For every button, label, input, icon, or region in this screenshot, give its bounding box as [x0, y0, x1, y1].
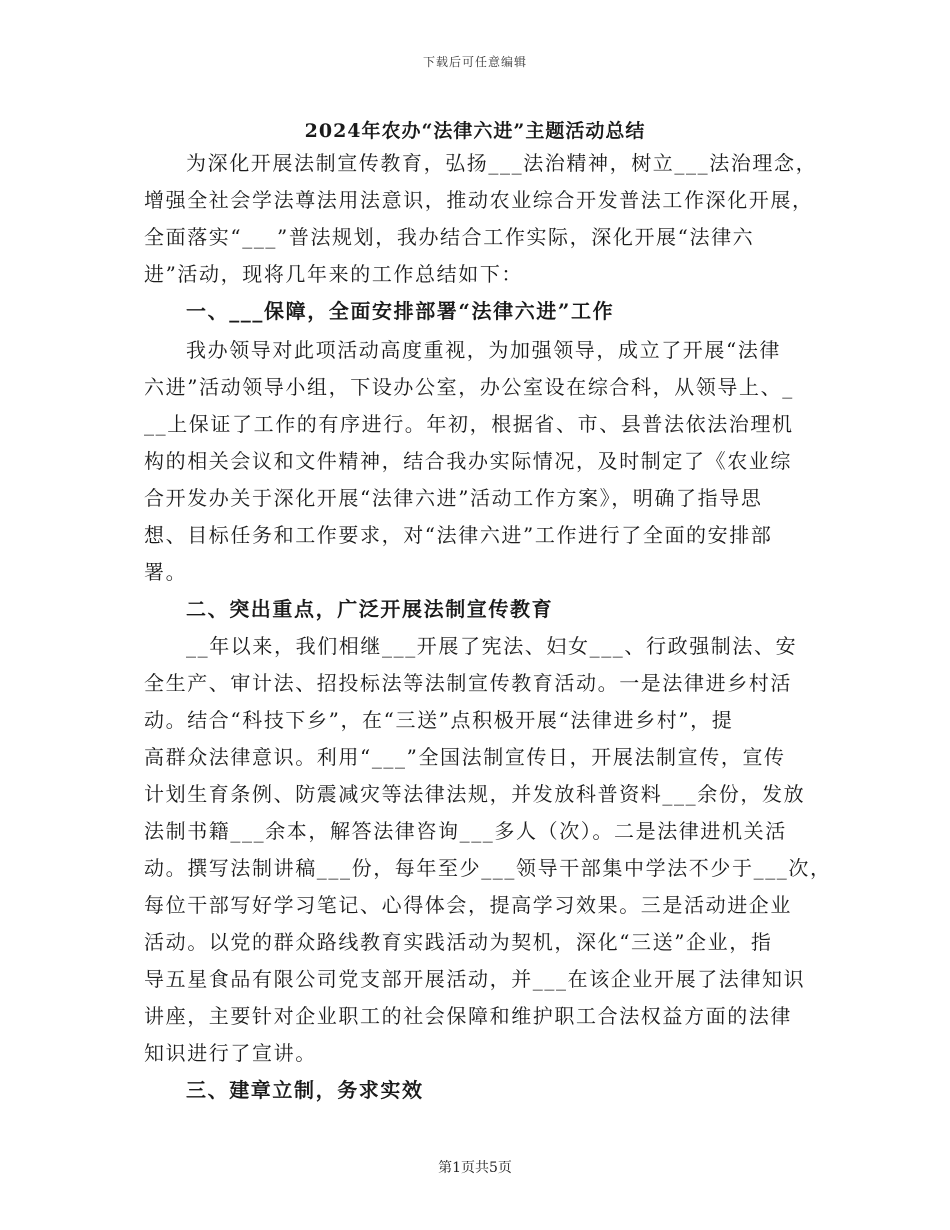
paragraph-line: 想、目标任务和工作要求，对“法律六进”工作进行了全面的安排部	[144, 523, 773, 547]
paragraph-line: 每位干部写好学习笔记、心得体会，提高学习效果。三是活动进企业	[144, 893, 792, 917]
paragraph-line: 进”活动，现将几年来的工作总结如下：	[144, 262, 524, 286]
page-header: 下载后可任意编辑	[422, 55, 527, 69]
document-title: 2024年农办“法律六进”主题活动总结	[304, 120, 646, 142]
paragraph-line: 我办领导对此项活动高度重视，为加强领导，成立了开展“法律	[186, 338, 782, 362]
paragraph-line: 计划生育条例、防震减灾等法律法规，并发放科普资料___余份，发放	[144, 782, 806, 806]
paragraph-line: __年以来，我们相继___开展了宪法、妇女___、行政强制法、安	[186, 634, 798, 658]
paragraph-line: 法制书籍___余本，解答法律咨询___多人（次）。二是法律进机关活	[144, 819, 787, 843]
paragraph-line: 为深化开展法制宣传教育，弘扬___法治精神，树立___法治理念，	[186, 151, 818, 175]
paragraph-line: 高群众法律意识。利用“___”全国法制宣传日，开展法制宣传，宣传	[144, 745, 786, 769]
paragraph-line: __上保证了工作的有序进行。年初，根据省、市、县普法依法治理机	[144, 412, 794, 436]
section-heading-3: 三、建章立制，务求实效	[186, 1078, 424, 1102]
paragraph-line: 全面落实“___”普法规划，我办结合工作实际，深化开展“法律六	[144, 225, 755, 249]
paragraph-line: 增强全社会学法尊法用法意识，推动农业综合开发普法工作深化开展，	[144, 188, 814, 212]
paragraph-line: 导五星食品有限公司党支部开展活动，并___在该企业开展了法律知识	[144, 967, 806, 991]
section-heading-1: 一、___保障，全面安排部署“法律六进”工作	[186, 299, 615, 323]
paragraph-line: 全生产、审计法、招投标法等法制宣传教育活动。一是法律进乡村活	[144, 671, 792, 695]
paragraph-line: 动。结合“科技下乡”，在“三送”点积极开展“法律进乡村”，提	[144, 708, 734, 732]
paragraph-line: 构的相关会议和文件精神，结合我办实际情况，及时制定了《农业综	[144, 449, 792, 473]
paragraph-line: 六进”活动领导小组，下设办公室，办公室设在综合科，从领导上、_	[144, 375, 794, 399]
paragraph-line: 合开发办关于深化开展“法律六进”活动工作方案》，明确了指导思	[144, 486, 763, 510]
paragraph-line: 知识进行了宣讲。	[144, 1041, 317, 1065]
paragraph-line: 署。	[144, 560, 188, 584]
page-footer: 第1页共5页	[438, 1160, 512, 1176]
paragraph-line: 动。撰写法制讲稿___份，每年至少___领导干部集中学法不少于___次，	[144, 856, 832, 880]
paragraph-line: 活动。以党的群众路线教育实践活动为契机，深化“三送”企业，指	[144, 930, 773, 954]
paragraph-line: 讲座，主要针对企业职工的社会保障和维护职工合法权益方面的法律	[144, 1004, 792, 1028]
section-heading-2: 二、突出重点，广泛开展法制宣传教育	[186, 597, 554, 621]
